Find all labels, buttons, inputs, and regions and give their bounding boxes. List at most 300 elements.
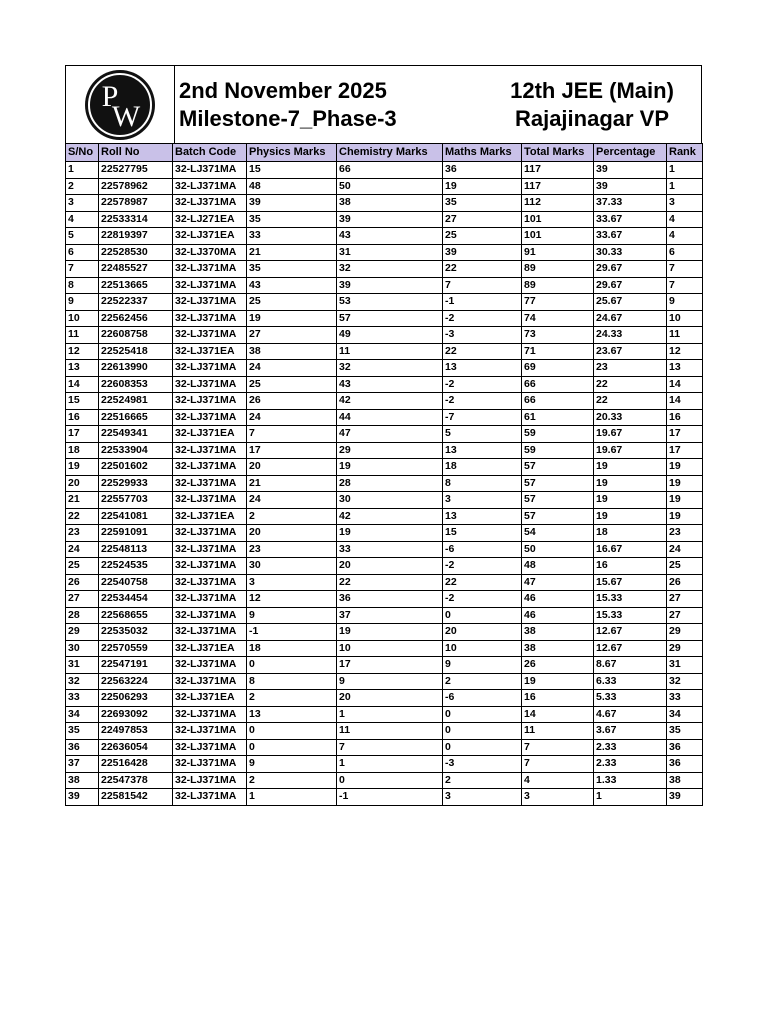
cell-total-marks: 38 <box>522 624 594 641</box>
cell-rank: 24 <box>667 541 703 558</box>
cell-total-marks: 57 <box>522 475 594 492</box>
cell-percentage: 39 <box>594 162 667 179</box>
cell-chemistry-marks: 42 <box>337 393 443 410</box>
table-row <box>66 244 703 261</box>
cell-physics-marks: 21 <box>247 475 337 492</box>
cell-physics-marks: 12 <box>247 591 337 608</box>
cell-physics-marks: 9 <box>247 607 337 624</box>
cell-batch-code: 32-LJ371MA <box>173 723 247 740</box>
table-header-row <box>66 144 703 162</box>
cell-batch-code: 32-LJ371MA <box>173 607 247 624</box>
table-row <box>66 277 703 294</box>
cell-roll-no: 22527795 <box>99 162 173 179</box>
cell-roll-no: 22516428 <box>99 756 173 773</box>
cell-maths-marks: 15 <box>443 525 522 542</box>
cell-roll-no: 22581542 <box>99 789 173 806</box>
cell-physics-marks: 39 <box>247 195 337 212</box>
cell-chemistry-marks: 32 <box>337 261 443 278</box>
cell-roll-no: 22548113 <box>99 541 173 558</box>
cell-rank: 1 <box>667 162 703 179</box>
cell-sno: 36 <box>66 739 99 756</box>
cell-sno: 38 <box>66 772 99 789</box>
cell-total-marks: 47 <box>522 574 594 591</box>
cell-maths-marks: -1 <box>443 294 522 311</box>
cell-total-marks: 19 <box>522 673 594 690</box>
cell-batch-code: 32-LJ371MA <box>173 673 247 690</box>
cell-rank: 38 <box>667 772 703 789</box>
cell-sno: 32 <box>66 673 99 690</box>
cell-chemistry-marks: 43 <box>337 228 443 245</box>
cell-rank: 9 <box>667 294 703 311</box>
cell-roll-no: 22693092 <box>99 706 173 723</box>
cell-total-marks: 117 <box>522 178 594 195</box>
cell-batch-code: 32-LJ371EA <box>173 228 247 245</box>
cell-physics-marks: 24 <box>247 409 337 426</box>
table-row <box>66 525 703 542</box>
centre-name: Rajajinagar VP <box>514 105 670 131</box>
cell-roll-no: 22819397 <box>99 228 173 245</box>
title-cell <box>175 66 701 143</box>
cell-batch-code: 32-LJ371MA <box>173 376 247 393</box>
cell-physics-marks: 33 <box>247 228 337 245</box>
cell-chemistry-marks: 19 <box>337 624 443 641</box>
table-row <box>66 426 703 443</box>
cell-roll-no: 22608758 <box>99 327 173 344</box>
cell-percentage: 22 <box>594 376 667 393</box>
cell-roll-no: 22533314 <box>99 211 173 228</box>
cell-sno: 21 <box>66 492 99 509</box>
cell-roll-no: 22485527 <box>99 261 173 278</box>
cell-maths-marks: 27 <box>443 211 522 228</box>
table-row <box>66 178 703 195</box>
cell-maths-marks: 0 <box>443 739 522 756</box>
cell-sno: 14 <box>66 376 99 393</box>
cell-chemistry-marks: 47 <box>337 426 443 443</box>
cell-physics-marks: 21 <box>247 244 337 261</box>
column-header-maths-marks: Maths Marks <box>443 144 522 162</box>
cell-maths-marks: 2 <box>443 673 522 690</box>
cell-chemistry-marks: 11 <box>337 723 443 740</box>
cell-batch-code: 32-LJ371MA <box>173 277 247 294</box>
cell-roll-no: 22497853 <box>99 723 173 740</box>
cell-rank: 12 <box>667 343 703 360</box>
table-row <box>66 376 703 393</box>
cell-batch-code: 32-LJ371MA <box>173 574 247 591</box>
cell-roll-no: 22535032 <box>99 624 173 641</box>
column-header-percentage: Percentage <box>594 144 667 162</box>
cell-sno: 3 <box>66 195 99 212</box>
cell-physics-marks: 25 <box>247 376 337 393</box>
cell-sno: 15 <box>66 393 99 410</box>
table-row <box>66 558 703 575</box>
cell-total-marks: 46 <box>522 607 594 624</box>
cell-maths-marks: -2 <box>443 393 522 410</box>
column-header-chemistry-marks: Chemistry Marks <box>337 144 443 162</box>
cell-sno: 12 <box>66 343 99 360</box>
cell-batch-code: 32-LJ371MA <box>173 492 247 509</box>
cell-physics-marks: 24 <box>247 492 337 509</box>
cell-percentage: 8.67 <box>594 657 667 674</box>
cell-maths-marks: 9 <box>443 657 522 674</box>
cell-roll-no: 22557703 <box>99 492 173 509</box>
cell-maths-marks: 0 <box>443 723 522 740</box>
cell-rank: 29 <box>667 640 703 657</box>
cell-percentage: 29.67 <box>594 261 667 278</box>
cell-sno: 7 <box>66 261 99 278</box>
cell-batch-code: 32-LJ371MA <box>173 459 247 476</box>
cell-chemistry-marks: 44 <box>337 409 443 426</box>
cell-total-marks: 16 <box>522 690 594 707</box>
cell-roll-no: 22522337 <box>99 294 173 311</box>
cell-sno: 22 <box>66 508 99 525</box>
table-row <box>66 195 703 212</box>
cell-physics-marks: 13 <box>247 706 337 723</box>
cell-physics-marks: 26 <box>247 393 337 410</box>
cell-batch-code: 32-LJ371MA <box>173 195 247 212</box>
cell-total-marks: 7 <box>522 756 594 773</box>
cell-physics-marks: 8 <box>247 673 337 690</box>
cell-total-marks: 50 <box>522 541 594 558</box>
title-row-1 <box>179 77 687 105</box>
cell-maths-marks: 7 <box>443 277 522 294</box>
cell-percentage: 4.67 <box>594 706 667 723</box>
cell-batch-code: 32-LJ371MA <box>173 657 247 674</box>
cell-physics-marks: 18 <box>247 640 337 657</box>
cell-maths-marks: -7 <box>443 409 522 426</box>
cell-total-marks: 4 <box>522 772 594 789</box>
cell-percentage: 19 <box>594 508 667 525</box>
table-row <box>66 640 703 657</box>
cell-physics-marks: 38 <box>247 343 337 360</box>
table-row <box>66 343 703 360</box>
cell-batch-code: 32-LJ371MA <box>173 772 247 789</box>
cell-percentage: 18 <box>594 525 667 542</box>
cell-chemistry-marks: 33 <box>337 541 443 558</box>
cell-total-marks: 46 <box>522 591 594 608</box>
cell-total-marks: 61 <box>522 409 594 426</box>
cell-rank: 6 <box>667 244 703 261</box>
cell-rank: 29 <box>667 624 703 641</box>
cell-chemistry-marks: 49 <box>337 327 443 344</box>
cell-sno: 37 <box>66 756 99 773</box>
cell-sno: 39 <box>66 789 99 806</box>
table-row <box>66 211 703 228</box>
cell-physics-marks: 35 <box>247 261 337 278</box>
cell-batch-code: 32-LJ371MA <box>173 294 247 311</box>
table-row <box>66 756 703 773</box>
cell-roll-no: 22568655 <box>99 607 173 624</box>
cell-total-marks: 66 <box>522 393 594 410</box>
table-row <box>66 360 703 377</box>
cell-rank: 35 <box>667 723 703 740</box>
cell-physics-marks: 20 <box>247 525 337 542</box>
cell-physics-marks: 0 <box>247 657 337 674</box>
cell-chemistry-marks: 57 <box>337 310 443 327</box>
table-row <box>66 162 703 179</box>
cell-chemistry-marks: 53 <box>337 294 443 311</box>
cell-percentage: 5.33 <box>594 690 667 707</box>
cell-chemistry-marks: 42 <box>337 508 443 525</box>
cell-roll-no: 22533904 <box>99 442 173 459</box>
cell-chemistry-marks: 50 <box>337 178 443 195</box>
cell-percentage: 33.67 <box>594 211 667 228</box>
cell-sno: 34 <box>66 706 99 723</box>
cell-physics-marks: 30 <box>247 558 337 575</box>
cell-batch-code: 32-LJ371MA <box>173 442 247 459</box>
cell-total-marks: 101 <box>522 211 594 228</box>
cell-rank: 19 <box>667 508 703 525</box>
cell-percentage: 33.67 <box>594 228 667 245</box>
cell-sno: 26 <box>66 574 99 591</box>
cell-total-marks: 101 <box>522 228 594 245</box>
cell-physics-marks: 43 <box>247 277 337 294</box>
cell-physics-marks: 19 <box>247 310 337 327</box>
cell-physics-marks: 15 <box>247 162 337 179</box>
cell-percentage: 24.33 <box>594 327 667 344</box>
cell-batch-code: 32-LJ371MA <box>173 162 247 179</box>
cell-physics-marks: 20 <box>247 459 337 476</box>
cell-sno: 6 <box>66 244 99 261</box>
cell-maths-marks: 13 <box>443 360 522 377</box>
cell-roll-no: 22524981 <box>99 393 173 410</box>
cell-maths-marks: 0 <box>443 706 522 723</box>
cell-percentage: 15.33 <box>594 607 667 624</box>
cell-sno: 31 <box>66 657 99 674</box>
cell-maths-marks: 3 <box>443 492 522 509</box>
cell-rank: 14 <box>667 376 703 393</box>
cell-percentage: 16 <box>594 558 667 575</box>
table-row <box>66 475 703 492</box>
test-date: 2nd November 2025 <box>179 77 387 103</box>
table-row <box>66 409 703 426</box>
cell-sno: 20 <box>66 475 99 492</box>
cell-maths-marks: 0 <box>443 607 522 624</box>
cell-roll-no: 22608353 <box>99 376 173 393</box>
table-row <box>66 574 703 591</box>
cell-batch-code: 32-LJ371MA <box>173 739 247 756</box>
cell-batch-code: 32-LJ371MA <box>173 558 247 575</box>
cell-maths-marks: 8 <box>443 475 522 492</box>
cell-rank: 14 <box>667 393 703 410</box>
cell-percentage: 2.33 <box>594 739 667 756</box>
cell-total-marks: 48 <box>522 558 594 575</box>
cell-chemistry-marks: 39 <box>337 211 443 228</box>
cell-percentage: 19.67 <box>594 426 667 443</box>
cell-chemistry-marks: 39 <box>337 277 443 294</box>
cell-chemistry-marks: 22 <box>337 574 443 591</box>
cell-total-marks: 14 <box>522 706 594 723</box>
table-row <box>66 706 703 723</box>
cell-sno: 23 <box>66 525 99 542</box>
cell-rank: 10 <box>667 310 703 327</box>
pw-logo-icon <box>83 68 157 142</box>
cell-maths-marks: 19 <box>443 178 522 195</box>
cell-percentage: 12.67 <box>594 624 667 641</box>
cell-batch-code: 32-LJ371EA <box>173 690 247 707</box>
cell-chemistry-marks: 7 <box>337 739 443 756</box>
cell-chemistry-marks: 43 <box>337 376 443 393</box>
cell-batch-code: 32-LJ371MA <box>173 393 247 410</box>
cell-percentage: 22 <box>594 393 667 410</box>
cell-maths-marks: -2 <box>443 310 522 327</box>
cell-chemistry-marks: 20 <box>337 558 443 575</box>
cell-maths-marks: 18 <box>443 459 522 476</box>
table-row <box>66 442 703 459</box>
cell-rank: 3 <box>667 195 703 212</box>
table-row <box>66 261 703 278</box>
cell-maths-marks: 10 <box>443 640 522 657</box>
cell-maths-marks: -3 <box>443 327 522 344</box>
title-row-2 <box>179 105 687 133</box>
cell-physics-marks: 48 <box>247 178 337 195</box>
cell-chemistry-marks: 0 <box>337 772 443 789</box>
cell-total-marks: 89 <box>522 277 594 294</box>
cell-total-marks: 7 <box>522 739 594 756</box>
cell-chemistry-marks: 37 <box>337 607 443 624</box>
cell-total-marks: 66 <box>522 376 594 393</box>
cell-physics-marks: 2 <box>247 690 337 707</box>
cell-batch-code: 32-LJ371EA <box>173 640 247 657</box>
cell-batch-code: 32-LJ371MA <box>173 261 247 278</box>
cell-chemistry-marks: 29 <box>337 442 443 459</box>
cell-total-marks: 3 <box>522 789 594 806</box>
cell-rank: 25 <box>667 558 703 575</box>
cell-percentage: 20.33 <box>594 409 667 426</box>
cell-percentage: 25.67 <box>594 294 667 311</box>
cell-roll-no: 22578987 <box>99 195 173 212</box>
cell-rank: 36 <box>667 756 703 773</box>
cell-rank: 4 <box>667 228 703 245</box>
cell-roll-no: 22613990 <box>99 360 173 377</box>
cell-rank: 32 <box>667 673 703 690</box>
table-row <box>66 624 703 641</box>
cell-chemistry-marks: 17 <box>337 657 443 674</box>
cell-rank: 26 <box>667 574 703 591</box>
cell-percentage: 15.33 <box>594 591 667 608</box>
table-row <box>66 789 703 806</box>
cell-percentage: 23 <box>594 360 667 377</box>
cell-total-marks: 74 <box>522 310 594 327</box>
cell-chemistry-marks: 19 <box>337 459 443 476</box>
cell-physics-marks: 1 <box>247 789 337 806</box>
cell-batch-code: 32-LJ371MA <box>173 541 247 558</box>
cell-chemistry-marks: 9 <box>337 673 443 690</box>
cell-batch-code: 32-LJ370MA <box>173 244 247 261</box>
cell-total-marks: 71 <box>522 343 594 360</box>
result-sheet <box>65 65 702 806</box>
cell-roll-no: 22549341 <box>99 426 173 443</box>
cell-percentage: 19 <box>594 459 667 476</box>
cell-chemistry-marks: 66 <box>337 162 443 179</box>
cell-roll-no: 22501602 <box>99 459 173 476</box>
cell-roll-no: 22506293 <box>99 690 173 707</box>
cell-batch-code: 32-LJ371MA <box>173 178 247 195</box>
cell-sno: 17 <box>66 426 99 443</box>
cell-maths-marks: 20 <box>443 624 522 641</box>
cell-total-marks: 26 <box>522 657 594 674</box>
cell-batch-code: 32-LJ271EA <box>173 211 247 228</box>
table-row <box>66 508 703 525</box>
cell-chemistry-marks: 28 <box>337 475 443 492</box>
sheet-header <box>65 65 702 143</box>
cell-chemistry-marks: 20 <box>337 690 443 707</box>
cell-percentage: 39 <box>594 178 667 195</box>
cell-sno: 4 <box>66 211 99 228</box>
cell-percentage: 2.33 <box>594 756 667 773</box>
table-body <box>66 162 703 806</box>
cell-roll-no: 22570559 <box>99 640 173 657</box>
cell-roll-no: 22547191 <box>99 657 173 674</box>
svg-text:P: P <box>101 79 119 113</box>
cell-sno: 18 <box>66 442 99 459</box>
cell-total-marks: 112 <box>522 195 594 212</box>
cell-maths-marks: -2 <box>443 376 522 393</box>
cell-roll-no: 22562456 <box>99 310 173 327</box>
cell-maths-marks: -3 <box>443 756 522 773</box>
cell-rank: 19 <box>667 492 703 509</box>
cell-percentage: 29.67 <box>594 277 667 294</box>
cell-percentage: 19 <box>594 475 667 492</box>
cell-rank: 19 <box>667 475 703 492</box>
cell-sno: 35 <box>66 723 99 740</box>
cell-rank: 16 <box>667 409 703 426</box>
cell-total-marks: 38 <box>522 640 594 657</box>
cell-percentage: 6.33 <box>594 673 667 690</box>
table-row <box>66 327 703 344</box>
cell-physics-marks: 27 <box>247 327 337 344</box>
cell-chemistry-marks: 10 <box>337 640 443 657</box>
cell-rank: 1 <box>667 178 703 195</box>
cell-sno: 33 <box>66 690 99 707</box>
cell-physics-marks: 3 <box>247 574 337 591</box>
cell-batch-code: 32-LJ371MA <box>173 310 247 327</box>
cell-sno: 24 <box>66 541 99 558</box>
cell-sno: 25 <box>66 558 99 575</box>
column-header-batch-code: Batch Code <box>173 144 247 162</box>
cell-percentage: 3.67 <box>594 723 667 740</box>
cell-total-marks: 69 <box>522 360 594 377</box>
cell-roll-no: 22513665 <box>99 277 173 294</box>
cell-maths-marks: 39 <box>443 244 522 261</box>
cell-physics-marks: 9 <box>247 756 337 773</box>
cell-roll-no: 22525418 <box>99 343 173 360</box>
cell-rank: 36 <box>667 739 703 756</box>
cell-sno: 9 <box>66 294 99 311</box>
cell-physics-marks: 7 <box>247 426 337 443</box>
cell-chemistry-marks: 11 <box>337 343 443 360</box>
column-header-physics-marks: Physics Marks <box>247 144 337 162</box>
table-row <box>66 294 703 311</box>
cell-percentage: 19.67 <box>594 442 667 459</box>
table-row <box>66 607 703 624</box>
cell-batch-code: 32-LJ371MA <box>173 409 247 426</box>
svg-text:W: W <box>111 99 141 133</box>
exam-name: 12th JEE (Main) <box>510 77 674 103</box>
cell-rank: 39 <box>667 789 703 806</box>
cell-roll-no: 22524535 <box>99 558 173 575</box>
cell-rank: 23 <box>667 525 703 542</box>
cell-rank: 27 <box>667 607 703 624</box>
table-row <box>66 459 703 476</box>
cell-sno: 27 <box>66 591 99 608</box>
table-row <box>66 723 703 740</box>
cell-physics-marks: 2 <box>247 508 337 525</box>
cell-chemistry-marks: 31 <box>337 244 443 261</box>
cell-sno: 11 <box>66 327 99 344</box>
cell-rank: 27 <box>667 591 703 608</box>
table-row <box>66 673 703 690</box>
cell-sno: 8 <box>66 277 99 294</box>
